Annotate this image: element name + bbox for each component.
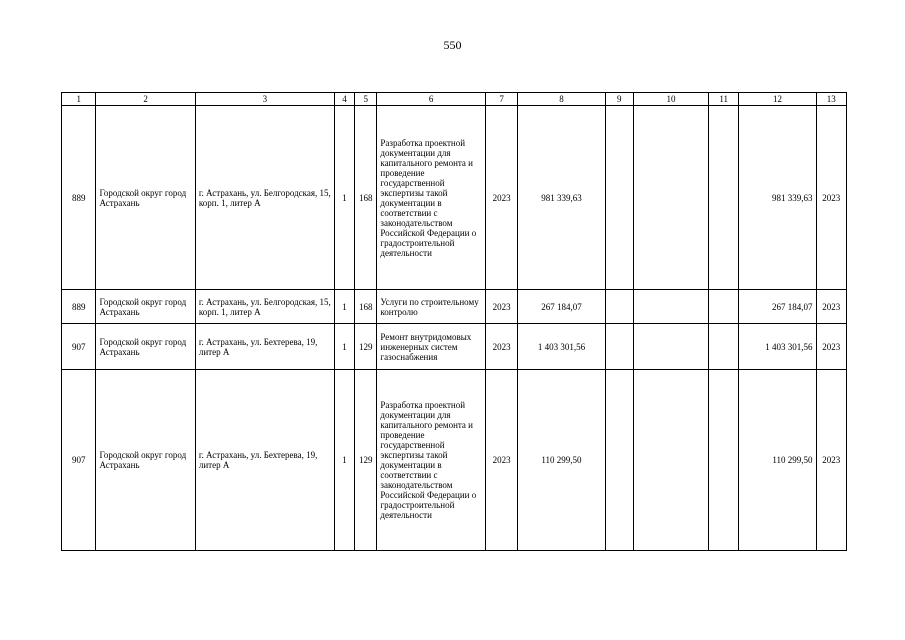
column-header: 10: [633, 93, 708, 106]
cell-work-type: Разработка проектной документации для капитального ремонта и проведение государственной экспертизы такой документации в соответствии с законодательством Российской Федерации о градостроительной деятельности: [377, 370, 486, 551]
cell-col10: [633, 324, 708, 370]
cell-col9: [605, 106, 633, 290]
column-header: 7: [485, 93, 517, 106]
data-table: [61, 92, 847, 551]
column-header: 12: [739, 93, 816, 106]
page-number: 550: [443, 38, 462, 52]
cell-year-end: 2023: [816, 370, 846, 551]
cell-col5: 168: [355, 290, 377, 324]
cell-col11: [709, 324, 739, 370]
cell-col5: 129: [355, 324, 377, 370]
cell-col10: [633, 370, 708, 551]
table-row: [62, 324, 847, 370]
cell-number: 907: [62, 324, 96, 370]
cell-year: 2023: [485, 370, 517, 551]
column-header: 11: [709, 93, 739, 106]
column-number-row: [62, 93, 847, 106]
cell-col4: 1: [334, 106, 354, 290]
cell-municipality: Городской округ город Астрахань: [96, 290, 195, 324]
cell-col9: [605, 290, 633, 324]
cell-municipality: Городской округ город Астрахань: [96, 324, 195, 370]
column-header: 6: [377, 93, 486, 106]
cell-year-end: 2023: [816, 324, 846, 370]
cell-col10: [633, 106, 708, 290]
cell-col4: 1: [334, 324, 354, 370]
cell-cost-total: 981 339,63: [739, 106, 816, 290]
cell-year: 2023: [485, 324, 517, 370]
cell-cost: 110 299,50: [518, 370, 605, 551]
cell-cost-total: 267 184,07: [739, 290, 816, 324]
column-header: 13: [816, 93, 846, 106]
cell-col5: 168: [355, 106, 377, 290]
column-header: 3: [195, 93, 334, 106]
cell-cost-total: 1 403 301,56: [739, 324, 816, 370]
cell-year: 2023: [485, 290, 517, 324]
table-row: [62, 370, 847, 551]
column-header: 8: [518, 93, 605, 106]
cell-col9: [605, 370, 633, 551]
cell-col11: [709, 370, 739, 551]
cell-address: г. Астрахань, ул. Бехтерева, 19, литер А: [195, 324, 334, 370]
cell-address: г. Астрахань, ул. Белгородская, 15, корп. 1, литер А: [195, 106, 334, 290]
cell-work-type: Ремонт внутридомовых инженерных систем газоснабжения: [377, 324, 486, 370]
cell-address: г. Астрахань, ул. Белгородская, 15, корп. 1, литер А: [195, 290, 334, 324]
cell-cost-total: 110 299,50: [739, 370, 816, 551]
column-header: 2: [96, 93, 195, 106]
cell-address: г. Астрахань, ул. Бехтерева, 19, литер А: [195, 370, 334, 551]
cell-year-end: 2023: [816, 290, 846, 324]
cell-cost: 267 184,07: [518, 290, 605, 324]
cell-number: 889: [62, 290, 96, 324]
column-header: 5: [355, 93, 377, 106]
column-header: 9: [605, 93, 633, 106]
cell-work-type: Услуги по строительному контролю: [377, 290, 486, 324]
cell-col5: 129: [355, 370, 377, 551]
cell-year: 2023: [485, 106, 517, 290]
cell-cost: 981 339,63: [518, 106, 605, 290]
cell-col9: [605, 324, 633, 370]
cell-year-end: 2023: [816, 106, 846, 290]
cell-number: 889: [62, 106, 96, 290]
cell-work-type: Разработка проектной документации для капитального ремонта и проведение государственной экспертизы такой документации в соответствии с законодательством Российской Федерации о градостроительной деятельности: [377, 106, 486, 290]
column-header: 1: [62, 93, 96, 106]
cell-col11: [709, 106, 739, 290]
cell-municipality: Городской округ город Астрахань: [96, 106, 195, 290]
cell-col4: 1: [334, 370, 354, 551]
cell-number: 907: [62, 370, 96, 551]
table-row: [62, 290, 847, 324]
cell-cost: 1 403 301,56: [518, 324, 605, 370]
table-row: [62, 106, 847, 290]
cell-col4: 1: [334, 290, 354, 324]
column-header: 4: [334, 93, 354, 106]
cell-col11: [709, 290, 739, 324]
cell-col10: [633, 290, 708, 324]
cell-municipality: Городской округ город Астрахань: [96, 370, 195, 551]
